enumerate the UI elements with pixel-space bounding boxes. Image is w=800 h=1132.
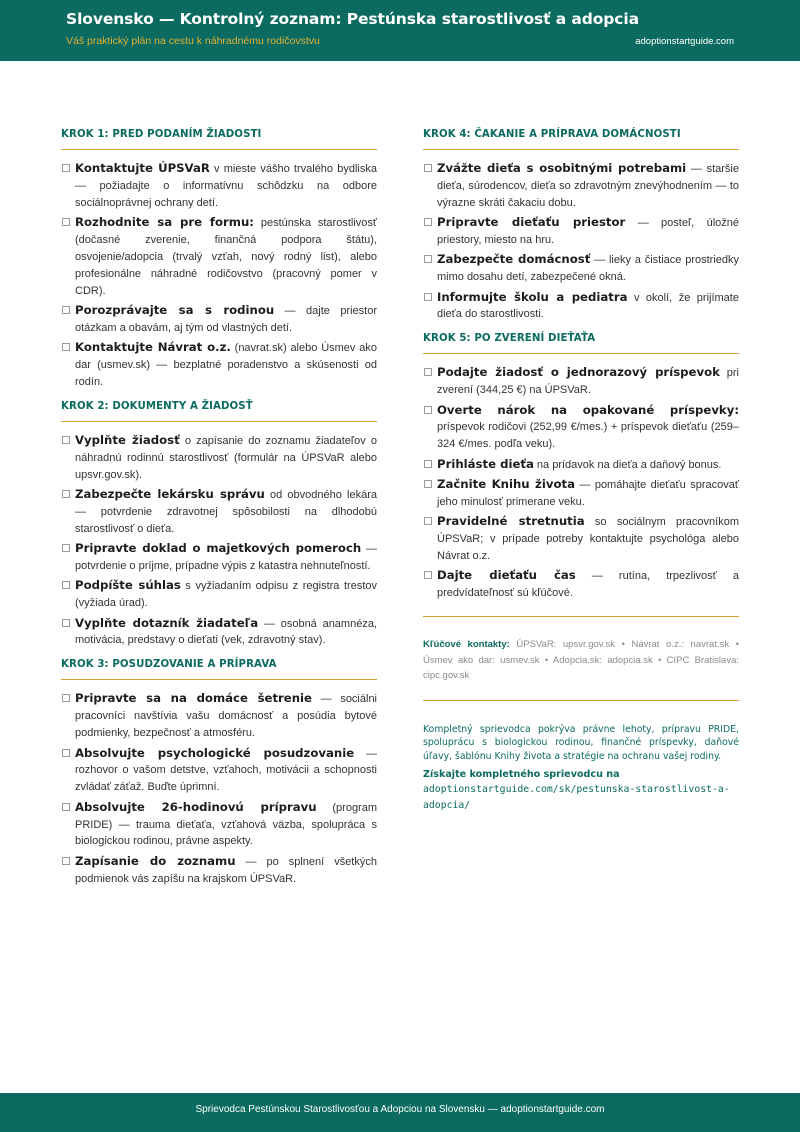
checklist-item — [61, 540, 377, 575]
item-title: Overte nárok na opakované príspevky: — [437, 402, 739, 417]
item-text: o zapísanie do zoznamu žiadateľov o náhradnú rodinnú starostlivosť (formulár na ÚPSVaR alebo upsvr.gov.sk). — [75, 434, 378, 481]
checkbox-icon[interactable] — [62, 857, 70, 865]
checkbox-icon[interactable] — [424, 368, 432, 376]
checkbox-icon[interactable] — [424, 480, 432, 488]
checkbox-icon[interactable] — [62, 306, 70, 314]
checkbox-icon[interactable] — [62, 694, 70, 702]
key-contacts-text: ÚPSVaR: upsvr.gov.sk • Návrat o.z.: navrat.sk • Úsmev ako dar: usmev.sk • Adopcia.sk: adopcia.sk • CIPC Bratislava: cipc.gov.sk — [423, 639, 739, 682]
item-title: Podpíšte súhlas — [75, 578, 181, 593]
checklist-item — [423, 456, 739, 474]
item-text: — rozhovor o vašom detstve, vzťahoch, motivácii a schopnosti zvládať záťaž. Buďte úprimní. — [75, 747, 377, 794]
checklist-item — [423, 214, 739, 249]
checklist-item — [61, 690, 377, 742]
item-title: Zabezpečte domácnosť — [437, 252, 591, 267]
item-text: — lieky a čistiace prostriedky mimo dosahu detí, zabezpečené okná. — [437, 254, 739, 284]
promo-block — [423, 701, 739, 815]
item-title: Absolvujte psychologické posudzovanie — [75, 745, 355, 760]
item-text: so sociálnym pracovníkom ÚPSVaR; v prípade potreby kontaktujte psychológa alebo Návrat o.z. — [437, 516, 739, 562]
item-text: — potvrdenie o príjme, prípadne výpis z katastra nehnuteľností. — [75, 543, 377, 573]
checklist-item — [61, 745, 377, 797]
section-title: KROK 2: DOKUMENTY A ŽIADOSŤ — [61, 401, 377, 422]
item-text: (navrat.sk) alebo Úsmev ako dar (usmev.sk) — bezplatné poradenstvo a skúsenosti od rodín. — [75, 342, 377, 389]
checkbox-icon[interactable] — [62, 164, 70, 172]
checkbox-icon[interactable] — [424, 218, 432, 226]
checklist-item — [61, 853, 377, 888]
checklist-item — [61, 615, 377, 650]
checklist-item — [61, 339, 377, 391]
checkbox-icon[interactable] — [62, 490, 70, 498]
item-text: — osobná anamnéza, motivácia, predstavy o dieťati (vek, zdravotný stav). — [75, 617, 378, 647]
key-contacts — [423, 617, 739, 700]
checklist-item — [423, 402, 739, 454]
checklist-item — [423, 364, 739, 399]
item-text: od obvodného lekára — potvrdenie zdravotnej spôsobilosti na dlhodobú starostlivosť o dieťa. — [75, 489, 377, 535]
page-title: Slovensko — Kontrolný zoznam: Pestúnska starostlivosť a adopcia — [66, 10, 639, 28]
checklist-section — [61, 129, 377, 391]
checkbox-icon[interactable] — [62, 749, 70, 757]
checkbox-icon[interactable] — [62, 343, 70, 351]
item-title: Kontaktujte ÚPSVaR — [75, 161, 210, 175]
checklist-item — [61, 160, 377, 212]
item-title: Informujte školu a pediatra — [437, 289, 628, 304]
checkbox-icon[interactable] — [424, 255, 432, 263]
item-title: Pripravte dieťaťu priestor — [437, 215, 626, 230]
left-column — [61, 129, 377, 898]
checklist-item — [61, 432, 377, 484]
checklist-item — [61, 577, 377, 612]
item-text: (program PRIDE) — trauma dieťaťa, vzťahová väzba, spolupráca s biologickou rodinou, právne aspekty. — [75, 801, 378, 848]
checklist-item — [61, 799, 377, 851]
section-title: KROK 1: PRED PODANÍM ŽIADOSTI — [61, 129, 377, 150]
item-title: Začnite Knihu života — [437, 476, 575, 491]
checklist-item — [423, 567, 739, 602]
checkbox-icon[interactable] — [424, 164, 432, 172]
checklist-section — [61, 659, 377, 887]
checkbox-icon[interactable] — [424, 293, 432, 301]
item-text: — posteľ, úložné priestory, miesto na hru. — [437, 217, 740, 247]
checkbox-icon[interactable] — [62, 581, 70, 589]
item-text: — staršie dieťa, súrodencov, dieťa so zdravotným znevýhodnením — to výrazne skráti čakaciu dobu. — [437, 163, 739, 209]
checkbox-icon[interactable] — [62, 218, 70, 226]
guide-link[interactable]: adoptionstartguide.com/sk/pestunska-starostlivost-a-adopcia/ — [423, 784, 730, 812]
item-text: — pomáhajte dieťaťu spracovať jeho minulosť primerane veku. — [437, 478, 739, 508]
item-title: Pripravte sa na domáce šetrenie — [75, 691, 312, 706]
item-text: — dajte priestor otázkam a obavám, aj tým od vlastných detí. — [75, 305, 377, 334]
item-text: pri zverení (344,25 €) na ÚPSVaR. — [437, 367, 740, 397]
checklist-item — [423, 513, 739, 565]
item-title: Podajte žiadosť o jednorazový príspevok — [437, 365, 720, 380]
item-title: Kontaktujte Návrat o.z. — [75, 340, 231, 355]
item-title: Porozprávajte sa s rodinou — [75, 303, 275, 318]
item-title: Vyplňte žiadosť — [75, 432, 180, 447]
checkbox-icon[interactable] — [62, 803, 70, 811]
section-title: KROK 3: POSUDZOVANIE A PRÍPRAVA — [61, 659, 377, 680]
item-title: Dajte dieťaťu čas — [437, 568, 576, 583]
checklist-item — [61, 214, 377, 300]
item-text: pestúnska starostlivosť (dočasné zverenie, finančná podpora štátu), osvojenie/adopcia (trvalý vzťah, nový rodný list), alebo profesionálne náhradné rodičovstvo (pracovný pomer v CDR). — [75, 217, 378, 297]
item-text: príspevok rodičovi (252,99 €/mes.) + príspevok dieťaťu (259–324 €/mes. podľa veku). — [437, 421, 739, 451]
section-title: KROK 5: PO ZVERENÍ DIEŤAŤA — [423, 333, 739, 354]
item-title: Rozhodnite sa pre formu: — [75, 215, 254, 230]
checklist-section — [61, 401, 377, 649]
checkbox-icon[interactable] — [424, 517, 432, 525]
checklist-item — [423, 289, 739, 324]
item-title: Zvážte dieťa s osobitnými potrebami — [437, 161, 687, 175]
item-text: s vyžiadaním odpisu z registra trestov (vyžiada úrad). — [75, 580, 377, 610]
item-title: Zabezpečte lekársku správu — [75, 487, 265, 502]
checklist-item — [423, 160, 739, 212]
item-title: Prihláste dieťa — [437, 456, 534, 471]
item-text: — po splnení všetkých podmienok vás zapíšu na krajskom ÚPSVaR. — [75, 855, 377, 885]
checkbox-icon[interactable] — [424, 571, 432, 579]
checklist-item — [423, 476, 739, 511]
footer-text: Sprievodca Pestúnskou Starostlivosťou a Adopciou na Slovensku — adoptionstartguide.com — [195, 1104, 605, 1115]
section-title: KROK 4: ČAKANIE A PRÍPRAVA DOMÁCNOSTI — [423, 129, 739, 150]
checkbox-icon[interactable] — [424, 460, 432, 468]
checklist-item — [61, 302, 377, 337]
checkbox-icon[interactable] — [62, 436, 70, 444]
item-text: — sociálni pracovníci navštívia vašu domácnosť a posúdia bytové podmienky, bezpečnosť a atmosféru. — [75, 693, 377, 740]
item-text: na prídavok na dieťa a daňový bonus. — [533, 458, 722, 471]
checklist-section — [423, 129, 739, 323]
checkbox-icon[interactable] — [62, 544, 70, 552]
promo-cta: Získajte kompletného sprievodcu na — [423, 769, 620, 781]
right-column — [423, 129, 739, 814]
item-text: v okolí, že prijímate dieťa do starostlivosti. — [437, 291, 739, 321]
page-footer — [0, 1093, 800, 1132]
item-title: Vyplňte dotazník žiadateľa — [75, 615, 259, 630]
checklist-item — [423, 251, 739, 286]
item-title: Pripravte doklad o majetkových pomeroch — [75, 541, 362, 556]
page-header — [0, 0, 800, 61]
page-subtitle: Váš praktický plán na cestu k náhradnému rodičovstvu — [66, 35, 320, 47]
checklist-section — [423, 333, 739, 602]
checkbox-icon[interactable] — [62, 619, 70, 627]
item-title: Absolvujte 26-hodinovú prípravu — [75, 799, 317, 814]
checklist-item — [61, 486, 377, 538]
item-title: Pravidelné stretnutia — [437, 514, 585, 529]
key-contacts-label: Kľúčové kontakty: — [423, 639, 510, 651]
checkbox-icon[interactable] — [424, 406, 432, 414]
item-text: v mieste vášho trvalého bydliska — požiadajte o informatívnu schôdzku na odbore sociálnoprávnej ochrany detí. — [75, 163, 377, 209]
header-url: adoptionstartguide.com — [635, 36, 734, 47]
promo-text: Kompletný sprievodca pokrýva právne lehoty, prípravu PRIDE, spoluprácu s biologickou rodinou, finančné príspevky, daňové úľavy, šablónu Knihy života a stratégie na ochranu vašej rodiny. — [423, 723, 739, 762]
item-title: Zapísanie do zoznamu — [75, 853, 236, 868]
item-text: — rutína, trpezlivosť a predvídateľnosť sú kľúčové. — [437, 570, 739, 600]
